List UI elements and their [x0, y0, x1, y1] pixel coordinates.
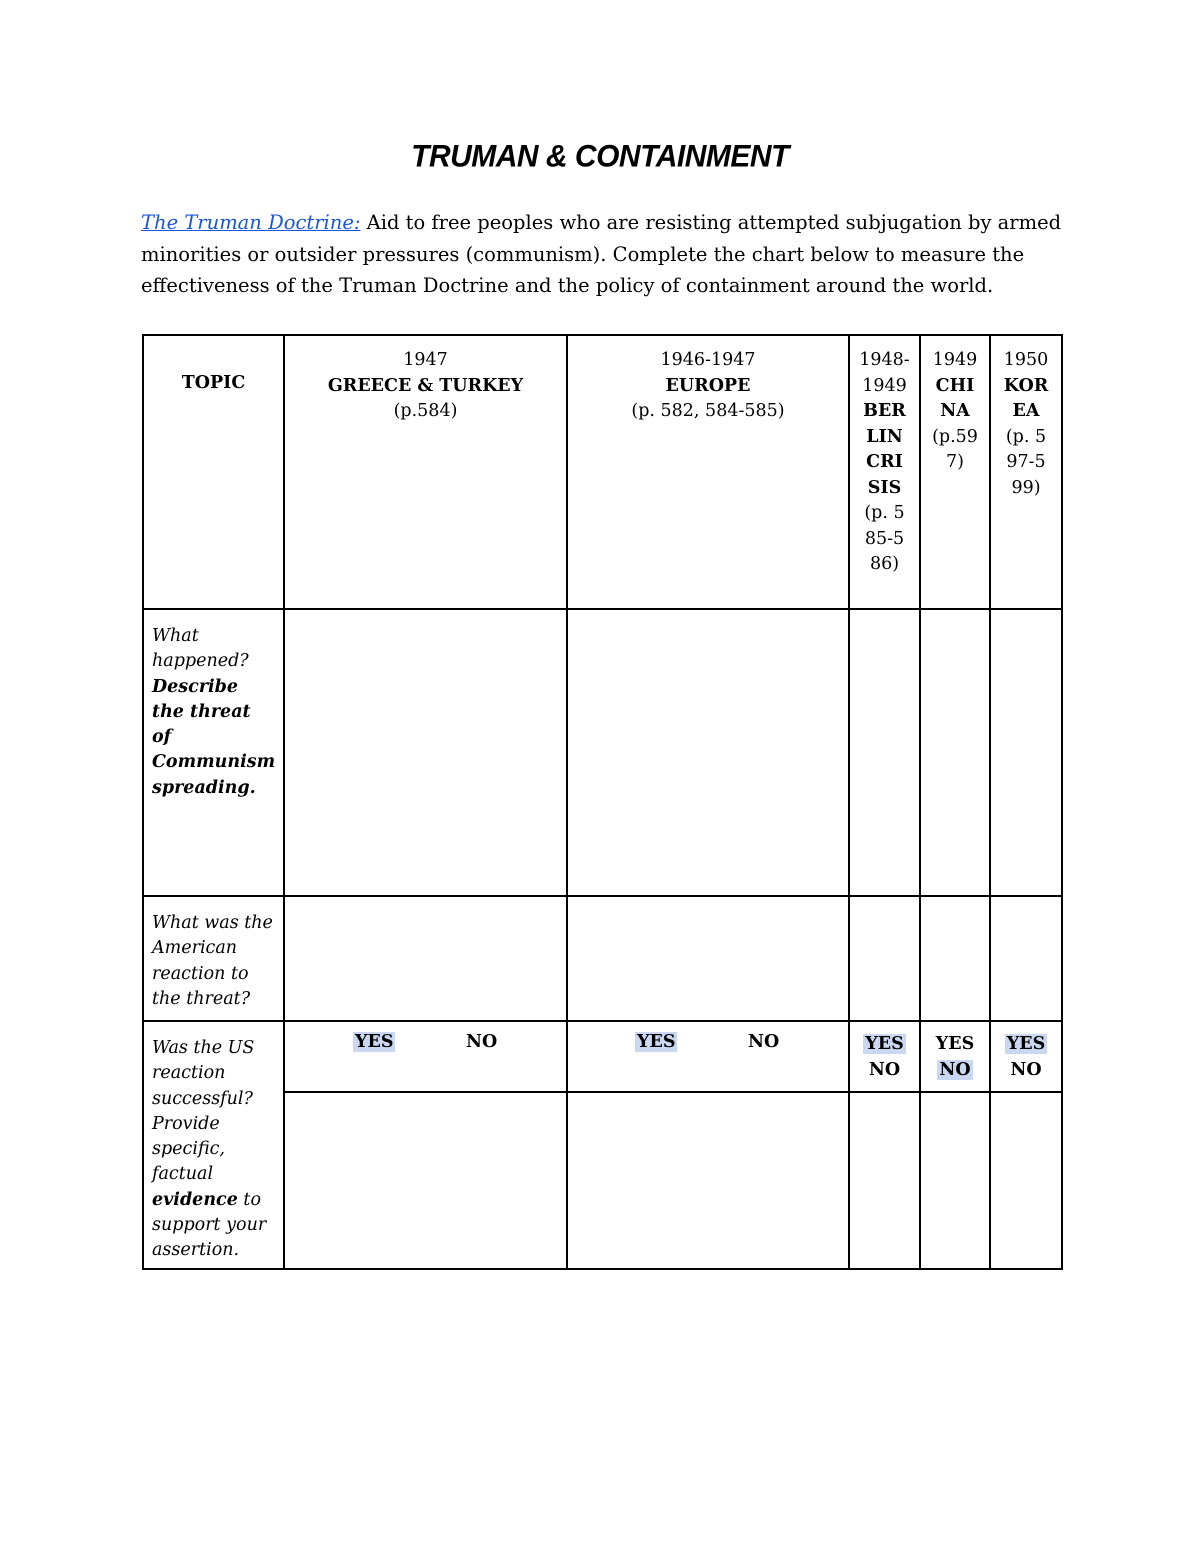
column-header-europe [567, 335, 849, 609]
yes-no-cell-korea [990, 1021, 1062, 1092]
yes-option[interactable]: YES [637, 1032, 676, 1052]
yes-no-cell-china [920, 1021, 990, 1092]
row-label-bold: evidence [152, 1189, 238, 1210]
column-name: KOREA [1003, 375, 1049, 421]
column-year: 1950 [1003, 350, 1049, 370]
row-label-text: to support your assertion. [152, 1189, 267, 1261]
topic-header: TOPIC [143, 335, 284, 609]
row-label-what-happened [143, 609, 284, 896]
containment-chart [142, 334, 1063, 1270]
column-name: EUROPE [665, 375, 751, 396]
answer-cell[interactable] [920, 609, 990, 896]
column-pages: (p. 582, 584-585) [631, 401, 785, 421]
no-option[interactable]: NO [1010, 1059, 1042, 1080]
yes-no-cell-europe [567, 1021, 849, 1092]
column-header-china [920, 335, 990, 609]
answer-cell[interactable] [920, 1092, 990, 1269]
yes-option[interactable]: YES [1006, 1034, 1046, 1054]
column-pages: (p. 585-586) [864, 503, 905, 574]
column-header-berlin [849, 335, 920, 609]
row-label-american-reaction: What was the American reaction to the threat? [143, 896, 284, 1021]
column-pages: (p.597) [932, 426, 978, 472]
answer-cell[interactable] [284, 896, 567, 1021]
answer-cell[interactable] [990, 1092, 1062, 1269]
answer-cell[interactable] [990, 896, 1062, 1021]
answer-cell[interactable] [849, 896, 920, 1021]
truman-doctrine-link[interactable]: The Truman Doctrine: [141, 211, 361, 234]
yes-no-cell-berlin [849, 1021, 920, 1092]
column-pages: (p.584) [393, 401, 458, 421]
yes-no-cell-greece-turkey [284, 1021, 567, 1092]
no-option[interactable]: NO [748, 1032, 780, 1052]
row-label-success [143, 1021, 284, 1269]
row-label-bold: Describe the threat of Communism spreading. [152, 676, 276, 798]
page-title: TRUMAN & CONTAINMENT [411, 139, 789, 174]
column-pages: (p. 597-599) [1005, 426, 1047, 498]
answer-cell[interactable] [567, 609, 849, 896]
yes-option[interactable]: YES [355, 1032, 394, 1052]
no-option[interactable]: NO [466, 1032, 498, 1052]
row-label-text: What happened? [152, 626, 249, 672]
yes-option[interactable]: YES [865, 1034, 904, 1054]
row-american-reaction [143, 896, 1062, 1021]
column-header-korea [990, 335, 1062, 609]
intro-body: Aid to free peoples who are resisting attempted subjugation by armed minorities or outsider pressures (communism). Complete the chart below to measure the effectiveness of the Truman Doctrine and the policy of containment around the world. [141, 211, 1062, 297]
no-option[interactable]: NO [939, 1059, 971, 1080]
column-year: 1947 [403, 350, 448, 370]
yes-option[interactable]: YES [935, 1034, 975, 1054]
answer-cell[interactable] [920, 896, 990, 1021]
row-what-happened [143, 609, 1062, 896]
answer-cell[interactable] [849, 1092, 920, 1269]
intro-paragraph [141, 207, 1071, 302]
column-name: BERLIN CRISIS [863, 401, 906, 498]
answer-cell[interactable] [567, 896, 849, 1021]
answer-cell[interactable] [990, 609, 1062, 896]
column-name: GREECE & TURKEY [327, 375, 524, 396]
column-name: CHINA [935, 375, 975, 421]
no-option[interactable]: NO [868, 1059, 901, 1080]
column-header-greece-turkey [284, 335, 567, 609]
column-year: 1949 [932, 350, 978, 370]
header-row [143, 335, 1062, 609]
answer-cell[interactable] [849, 609, 920, 896]
column-year: 1948-1949 [859, 350, 910, 396]
row-success-yes-no [143, 1021, 1062, 1092]
answer-cell[interactable] [284, 1092, 567, 1269]
answer-cell[interactable] [284, 609, 567, 896]
answer-cell[interactable] [567, 1092, 849, 1269]
column-year: 1946-1947 [660, 350, 756, 370]
row-label-text: Was the US reaction successful? Provide specific, factual [152, 1038, 255, 1185]
